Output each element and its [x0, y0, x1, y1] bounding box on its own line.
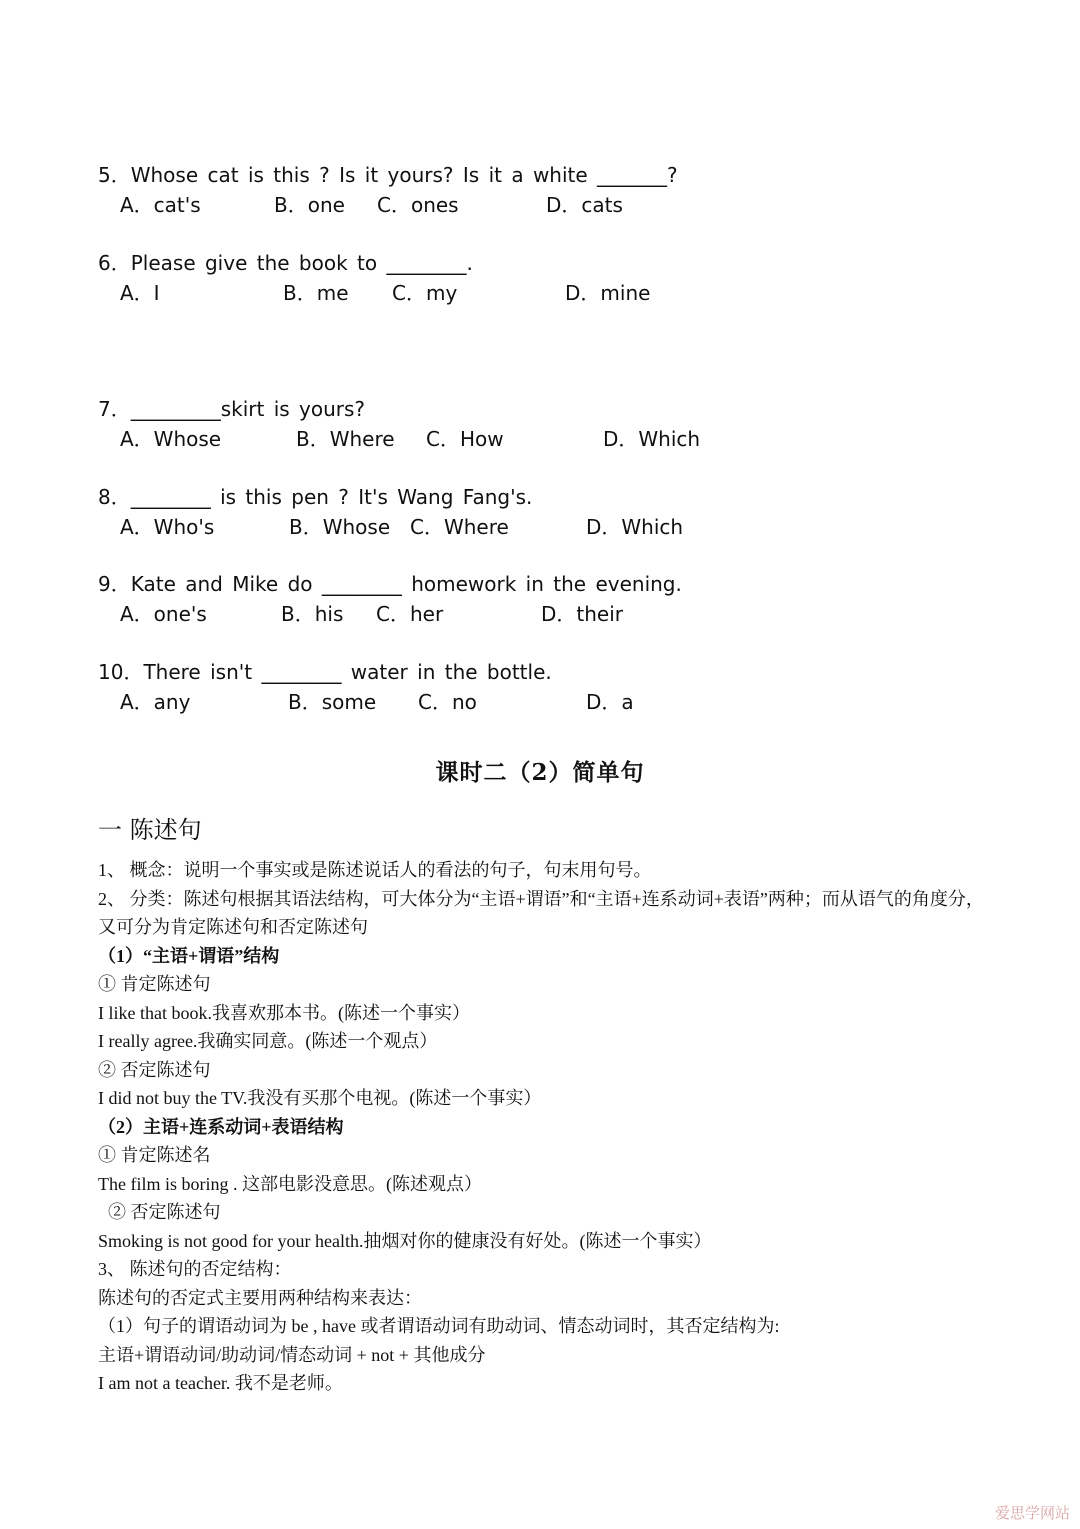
- question-6: [98, 248, 998, 318]
- text-line: ② 否定陈述句: [98, 1060, 211, 1080]
- question-5: [98, 160, 998, 230]
- option-c: C．no: [418, 690, 477, 714]
- option-d: D．Which: [603, 427, 701, 451]
- text-line: （2）主语+连系动词+表语结构: [98, 1117, 344, 1137]
- option-b: B．Where: [296, 427, 395, 451]
- question-9: [98, 569, 998, 639]
- option-d: D．a: [586, 690, 634, 714]
- question-stem: 6．Please give the book to ________.: [98, 251, 473, 275]
- option-a: A．Who's: [120, 515, 215, 539]
- option-d: D．their: [541, 602, 624, 626]
- text-line: （1）句子的谓语动词为 be , have 或者谓语动词有助动词、情态动词时，其否定结构为:: [98, 1316, 780, 1336]
- text-line: ② 否定陈述句: [108, 1202, 221, 1222]
- question-8: [98, 482, 998, 552]
- text-line: Smoking is not good for your health.抽烟对你的健康没有好处。(陈述一个事实）: [98, 1231, 712, 1251]
- text-line: The film is boring . 这部电影没意思。(陈述观点）: [98, 1174, 482, 1194]
- option-c: C．her: [376, 602, 444, 626]
- option-c: C．How: [426, 427, 504, 451]
- option-a: A．any: [120, 690, 191, 714]
- option-d: D．Which: [586, 515, 684, 539]
- option-d: D．mine: [565, 281, 651, 305]
- option-b: B．Whose: [289, 515, 391, 539]
- watermark: 爱思学网站: [994, 1504, 1070, 1522]
- option-b: B．me: [283, 281, 349, 305]
- question-stem: 8．________ is this pen ? It's Wang Fang's.: [98, 485, 533, 509]
- section-heading: 一 陈述句: [98, 816, 202, 844]
- question-stem: 5．Whose cat is this ? Is it yours? Is it a white _______?: [98, 163, 678, 187]
- text-line: 3、 陈述句的否定结构：: [98, 1259, 292, 1279]
- option-a: A．cat's: [120, 193, 201, 217]
- text-line: I am not a teacher. 我不是老师。: [98, 1373, 343, 1393]
- lesson-title: 课时二（2）简单句: [435, 759, 645, 786]
- option-b: B．some: [288, 690, 377, 714]
- option-d: D．cats: [546, 193, 623, 217]
- option-a: A．Whose: [120, 427, 222, 451]
- text-line: 2、 分类：陈述句根据其语法结构，可大体分为“主语+谓语”和“主语+连系动词+表语”两种；而从语气的角度分，又可分为肯定陈述句和否定陈述句: [98, 889, 984, 937]
- question-10: [98, 657, 998, 727]
- text-line: 1、 概念：说明一个事实或是陈述说话人的看法的句子，句末用句号。: [98, 860, 652, 880]
- text-line: I did not buy the TV.我没有买那个电视。(陈述一个事实）: [98, 1088, 542, 1108]
- text-line: I really agree.我确实同意。(陈述一个观点）: [98, 1031, 438, 1051]
- text-line: 陈述句的否定式主要用两种结构来表达：: [98, 1288, 422, 1308]
- text-line: ① 肯定陈述名: [98, 1145, 211, 1165]
- question-stem: 10．There isn't ________ water in the bottle.: [98, 660, 552, 684]
- question-stem: 7．_________skirt is yours?: [98, 397, 366, 421]
- option-c: C．my: [392, 281, 458, 305]
- text-line: ① 肯定陈述句: [98, 974, 211, 994]
- text-line: I like that book.我喜欢那本书。(陈述一个事实）: [98, 1003, 470, 1023]
- option-b: B．his: [281, 602, 344, 626]
- option-c: C．Where: [410, 515, 509, 539]
- question-stem: 9．Kate and Mike do ________ homework in the evening.: [98, 572, 682, 596]
- option-a: A．I: [120, 281, 160, 305]
- option-b: B．one: [274, 193, 345, 217]
- option-c: C．ones: [377, 193, 459, 217]
- question-7: [98, 394, 998, 464]
- text-line: 主语+谓语动词/助动词/情态动词 + not + 其他成分: [98, 1345, 486, 1365]
- text-line: （1）“主语+谓语”结构: [98, 946, 280, 966]
- option-a: A．one's: [120, 602, 207, 626]
